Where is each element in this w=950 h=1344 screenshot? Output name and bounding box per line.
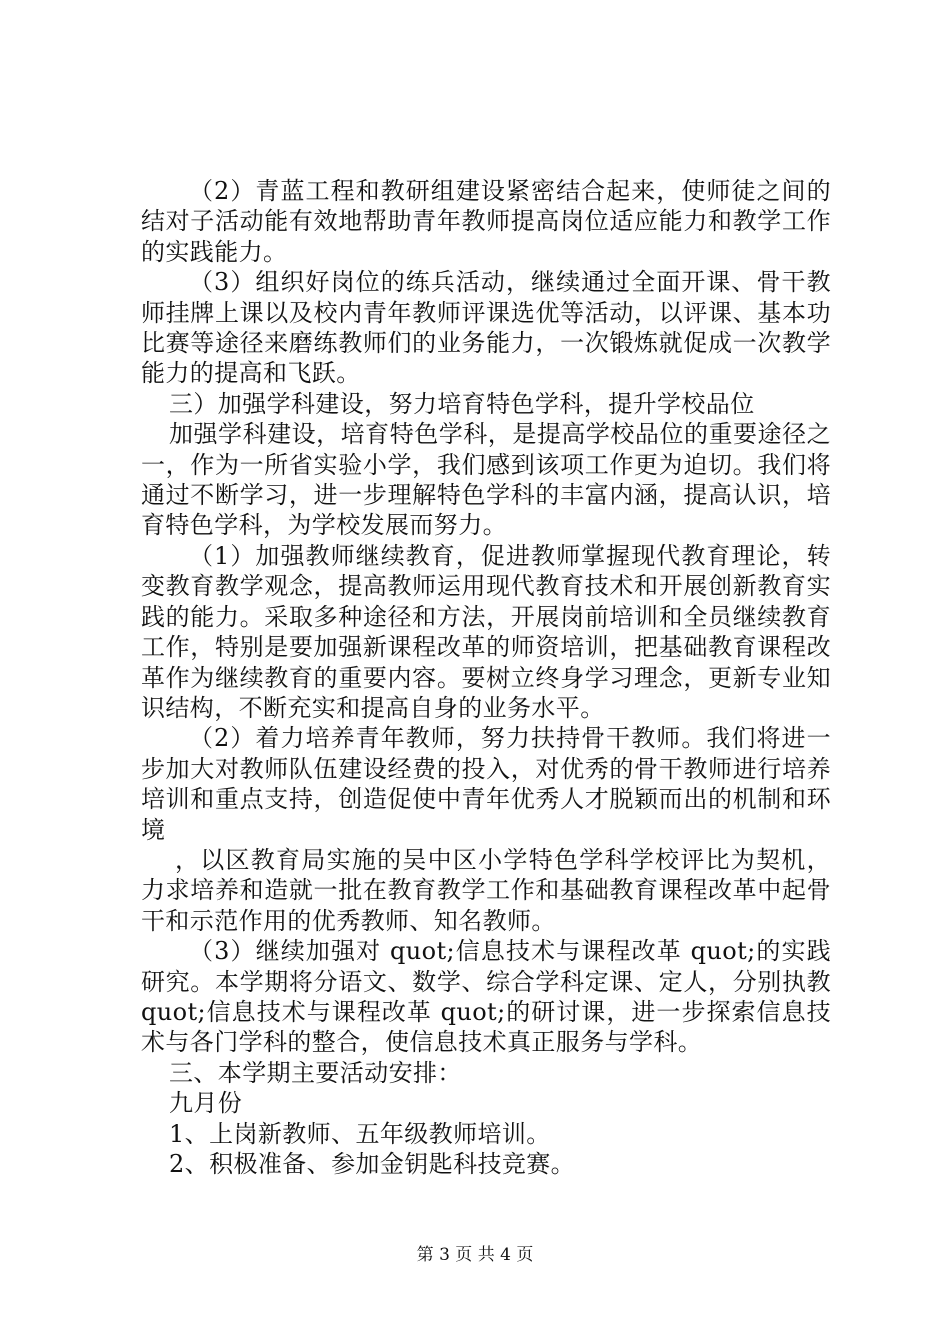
page-number-label: 第 3 页 共 4 页: [416, 1245, 534, 1265]
paragraph-district-evaluation: ，以区教育局实施的吴中区小学特色学科学校评比为契机，力求培养和造就一批在教育教学工作和基础教育课程改革中起骨干和示范作用的优秀教师、知名教师。: [141, 845, 831, 935]
paragraph-qinglan-project: （2）青蓝工程和教研组建设紧密结合起来，使师徒之间的结对子活动能有效地帮助青年教师提高岗位适应能力和教学工作的实践能力。: [141, 177, 831, 266]
paragraph-continuing-education: （1）加强教师继续教育，促进教师掌握现代教育理论，转变教育教学观念，提高教师运用现代教育技术和开展创新教育实践的能力。采取多种途径和方法，开展岗前培训和全员继续教育工作，特别是要加强新课程改革的师资培训，把基础教育课程改革作为继续教育的重要内容。要树立终身学习理念，更新专业知识结构，不断充实和提高自身的业务水平。: [141, 541, 831, 722]
list-item-2: 2、积极准备、参加金钥匙科技竞赛。: [169, 1150, 576, 1178]
month-heading-september: 九月份: [169, 1089, 243, 1118]
paragraph-training-activities: （3）组织好岗位的练兵活动，继续通过全面开课、骨干教师挂牌上课以及校内青年教师评课选优等活动，以评课、基本功比赛等途径来磨练教师们的业务能力，一次锻炼就促成一次教学能力的提高和飞跃。: [141, 268, 831, 388]
section-heading-subject-building: 三）加强学科建设，努力培育特色学科，提升学校品位: [169, 389, 755, 418]
list-item-1: 1、上岗新教师、五年级教师培训。: [169, 1119, 551, 1148]
paragraph-subject-building: 加强学科建设，培育特色学科，是提高学校品位的重要途径之一，作为一所省实验小学，我们感到该项工作更为迫切。我们将通过不断学习，进一步理解特色学科的丰富内涵，提高认识，培育特色学科，为学校发展而努力。: [141, 420, 831, 540]
section-heading-activities: 三、本学期主要活动安排：: [169, 1058, 462, 1087]
body-text: [141, 176, 831, 1179]
paragraph-young-teachers: （2）着力培养青年教师，努力扶持骨干教师。我们将进一步加大对教师队伍建设经费的投入，对优秀的骨干教师进行培养培训和重点支持，创造促使中青年优秀人才脱颖而出的机制和环境: [141, 724, 831, 844]
paragraph-it-curriculum: （3）继续加强对 quot;信息技术与课程改革 quot;的实践研究。本学期将分语文、数学、综合学科定课、定人，分别执教 quot;信息技术与课程改革 quot;的研讨课，进一步探索信息技术与各门学科的整合，使信息技术真正服务与学科。: [141, 937, 831, 1057]
page-footer: [0, 1244, 950, 1266]
